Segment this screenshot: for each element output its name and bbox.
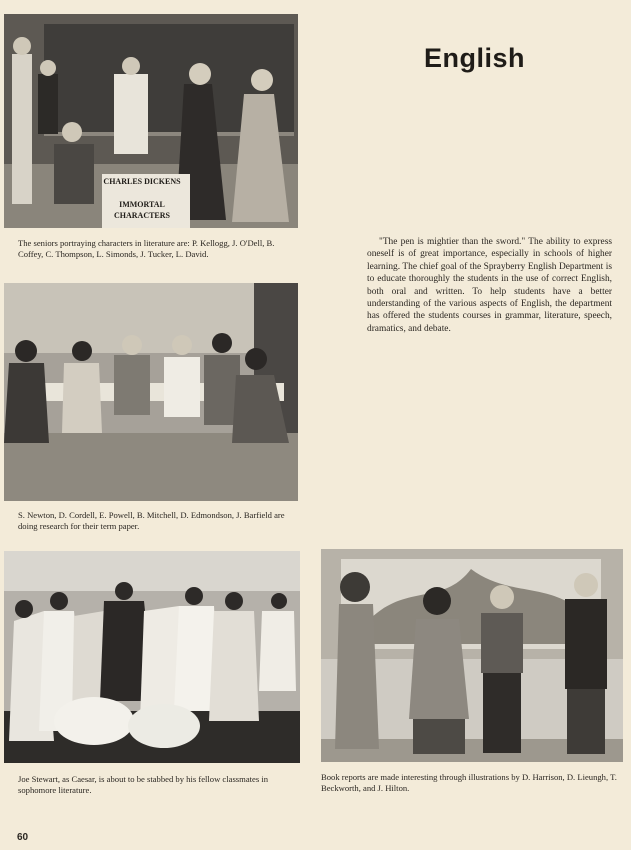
photo-caesar-scene: [4, 551, 300, 763]
sign-text: [102, 176, 182, 221]
caption-caesar-scene: Joe Stewart, as Caesar, is about to be stabbed by his fellow classmates in sophomore literature.: [18, 774, 269, 795]
sign-line-2: IMMORTAL CHARACTERS: [113, 200, 170, 220]
caption-book-report-illustrations: Book reports are made interesting through illustrations by D. Harrison, D. Lieungh, T. Beckworth, and J. Hilton.: [321, 772, 617, 793]
photo-term-paper-research: [4, 283, 298, 501]
intro-paragraph: "The pen is mightier than the sword." The ability to express oneself is of great importance, especially in schools of higher learning. The chief goal of the Sprayberry English Department is to educate thoroughly the students in the use of correct English, both oral and written. To help students have a better understanding of the various aspects of English, the department has offered the students courses in grammar, literature, speech, dramatics, and debate.: [367, 237, 612, 334]
photo-book-report-illustrations: [321, 549, 623, 762]
page-number: 60: [17, 832, 29, 843]
caption-literature-characters: The seniors portraying characters in literature are: P. Kellogg, J. O'Dell, B. Coffey, C. Thompson, L. Simonds, J. Tucker, L. David.: [18, 238, 275, 259]
page-title: English: [424, 43, 526, 73]
caption-term-paper-research: S. Newton, D. Cordell, E. Powell, B. Mitchell, D. Edmondson, J. Barfield are doing research for their term paper.: [18, 510, 285, 531]
sign-line-1: CHARLES DICKENS: [103, 177, 181, 186]
